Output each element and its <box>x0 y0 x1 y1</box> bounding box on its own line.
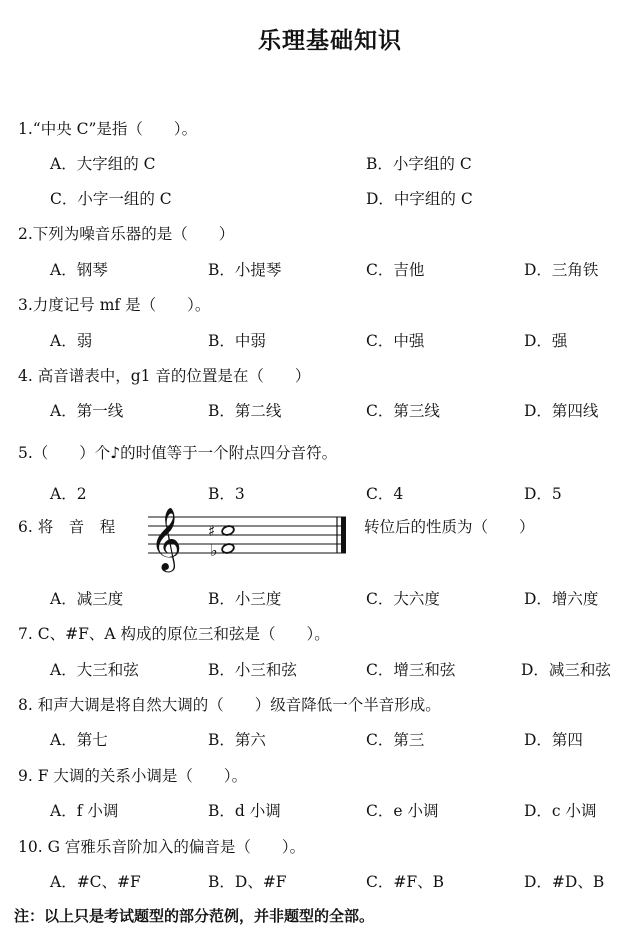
q10-option-d: D．#D、B <box>524 873 605 891</box>
q7-option-a: A．大三和弦 <box>50 661 139 679</box>
q10-option-a: A．#C、#F <box>50 873 141 891</box>
question-8: 8. 和声大调是将自然大调的（ ）级音降低一个半音形成。 <box>18 696 441 714</box>
q2-option-c: C．吉他 <box>366 261 425 279</box>
q9-option-b: B．d 小调 <box>208 802 281 820</box>
q6-option-d: D．增六度 <box>524 590 599 608</box>
q9-option-d: D．c 小调 <box>524 802 597 820</box>
question-9: 9. F 大调的关系小调是（ ）。 <box>18 767 248 785</box>
q10-option-c: C．#F、B <box>366 873 444 891</box>
q8-option-d: D．第四 <box>524 731 583 749</box>
q1-option-c: C．小字一组的 C <box>50 190 172 208</box>
q5-option-b: B．3 <box>208 485 245 503</box>
question-1: 1.“中央 C”是指（ ）。 <box>18 120 198 138</box>
q1-option-a: A．大字组的 C <box>50 155 156 173</box>
sharp-icon: ♯ <box>208 522 216 540</box>
page-title: 乐理基础知识 <box>258 28 402 54</box>
q7-option-c: C．增三和弦 <box>366 661 456 679</box>
q5-option-a: A．2 <box>50 485 87 503</box>
question-6: 6. 将 音 程 <box>18 518 116 536</box>
q5-option-d: D．5 <box>524 485 562 503</box>
q4-option-c: C．第三线 <box>366 402 440 420</box>
question-7: 7. C、#F、A 构成的原位三和弦是（ ）。 <box>18 625 330 643</box>
q8-option-a: A．第七 <box>50 731 108 749</box>
q6-option-c: C．大六度 <box>366 590 440 608</box>
question-6-tail: 转位后的性质为（ ） <box>364 518 535 536</box>
music-staff-interval <box>146 506 356 576</box>
q4-option-d: D．第四线 <box>524 402 599 420</box>
q9-option-a: A．f 小调 <box>50 802 119 820</box>
q3-option-c: C．中强 <box>366 332 425 350</box>
q4-option-a: A．第一线 <box>50 402 124 420</box>
q7-option-b: B．小三和弦 <box>208 661 297 679</box>
interval-notes <box>221 525 235 555</box>
question-10: 10. G 宫雅乐音阶加入的偏音是（ ）。 <box>18 838 306 856</box>
question-2: 2.下列为噪音乐器的是（ ） <box>18 225 235 243</box>
question-3: 3.力度记号 mf 是（ ）。 <box>18 296 211 314</box>
q2-option-d: D．三角铁 <box>524 261 599 279</box>
q3-option-d: D．强 <box>524 332 568 350</box>
footnote: 注：以上只是考试题型的部分范例，并非题型的全部。 <box>14 907 375 925</box>
q4-option-b: B．第二线 <box>208 402 282 420</box>
q2-option-b: B．小提琴 <box>208 261 282 279</box>
q1-option-b: B．小字组的 C <box>366 155 472 173</box>
q5-option-c: C．4 <box>366 485 404 503</box>
q3-option-b: B．中弱 <box>208 332 266 350</box>
q6-option-a: A．减三度 <box>50 590 124 608</box>
q8-option-c: C．第三 <box>366 731 425 749</box>
q10-option-b: B．D、#F <box>208 873 287 891</box>
q9-option-c: C．e 小调 <box>366 802 439 820</box>
q7-option-d: D．减三和弦 <box>521 661 611 679</box>
treble-clef-icon: 𝄞 <box>150 507 182 570</box>
flat-icon: ♭ <box>210 541 218 560</box>
question-5: 5.（ ）个♪的时值等于一个附点四分音符。 <box>18 444 338 462</box>
bar-line-thick <box>341 517 346 553</box>
q1-option-d: D．中字组的 C <box>366 190 473 208</box>
q6-option-b: B．小三度 <box>208 590 282 608</box>
q3-option-a: A．弱 <box>50 332 93 350</box>
q2-option-a: A．钢琴 <box>50 261 108 279</box>
question-4: 4. 高音谱表中，g1 音的位置是在（ ） <box>18 367 311 385</box>
q8-option-b: B．第六 <box>208 731 266 749</box>
